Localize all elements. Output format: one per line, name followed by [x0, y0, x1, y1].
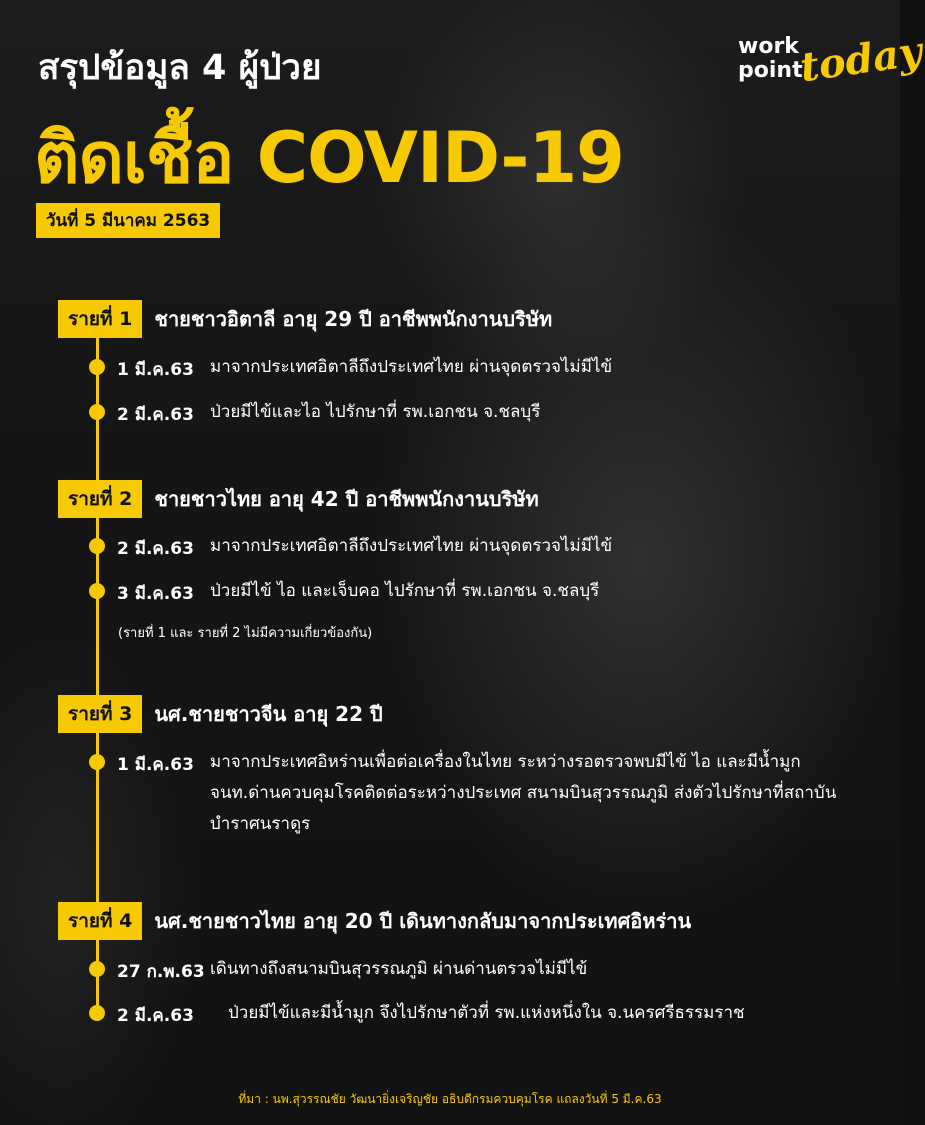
timeline-dot — [89, 404, 105, 420]
logo-word-point: point — [738, 58, 803, 83]
source-credit: ที่มา : นพ.สุวรรณชัย วัฒนายิ่งเจริญชัย อธิบดีกรมควบคุมโรค แถลงวันที่ 5 มี.ค.63 — [238, 1092, 662, 1106]
timeline-dot — [89, 1005, 105, 1021]
case-1-event-1-text: มาจากประเทศอิตาลีถึงประเทศไทย ผ่านจุดตรวจไม่มีไข้ — [210, 357, 613, 377]
case-3-header — [58, 695, 383, 733]
case-3-title: นศ.ชายชาวจีน อายุ 22 ปี — [154, 702, 383, 726]
case-2-header — [58, 480, 539, 518]
logo-word-today: today — [797, 27, 925, 92]
case-4-event-1-date: 27 ก.พ.63 — [117, 962, 205, 982]
timeline-dot — [89, 538, 105, 554]
timeline-dot — [89, 754, 105, 770]
case-1-event-2-text: ป่วยมีไข้และไอ ไปรักษาที่ รพ.เอกชน จ.ชลบุรี — [210, 402, 541, 422]
case-2-event-2-text: ป่วยมีไข้ ไอ และเจ็บคอ ไปรักษาที่ รพ.เอกชน จ.ชลบุรี — [210, 581, 600, 601]
title-line-1: สรุปข้อมูล 4 ผู้ป่วย — [38, 48, 322, 88]
case-1-title: ชายชาวอิตาลี อายุ 29 ปี อาชีพพนักงานบริษัท — [154, 307, 553, 331]
title-line-2: ติดเชื้อ COVID-19 — [34, 117, 624, 199]
timeline-dot — [89, 961, 105, 977]
case-3-badge: รายที่ 3 — [58, 695, 142, 733]
case-3-event-1-date: 1 มี.ค.63 — [117, 755, 194, 775]
case-4-event-2-date: 2 มี.ค.63 — [117, 1006, 194, 1026]
case-1-event-1-date: 1 มี.ค.63 — [117, 360, 194, 380]
case-2-event-1-text: มาจากประเทศอิตาลีถึงประเทศไทย ผ่านจุดตรวจไม่มีไข้ — [210, 536, 613, 556]
case-1-header — [58, 300, 552, 338]
timeline-dot — [89, 583, 105, 599]
case-1-badge: รายที่ 1 — [58, 300, 142, 338]
case-2-badge: รายที่ 2 — [58, 480, 142, 518]
case-4-event-2-text: ป่วยมีไข้และมีน้ำมูก จึงไปรักษาตัวที่ รพ.แห่งหนึ่งใน จ.นครศรีธรรมราช — [228, 1003, 745, 1023]
case-3-event-1-text: มาจากประเทศอิหร่านเพื่อต่อเครื่องในไทย ระหว่างรอตรวจพบมีไข้ ไอ และมีน้ำมูก จนท.ด่านควบคุมโรคติดต่อระหว่างประเทศ สนามบินสุวรรณภูมิ ส่งตัวไปรักษาที่สถาบันบำราศนราดูร — [210, 752, 837, 834]
case-2-event-2-date: 3 มี.ค.63 — [117, 584, 194, 604]
date-badge: วันที่ 5 มีนาคม 2563 — [36, 203, 220, 238]
case-4-title: นศ.ชายชาวไทย อายุ 20 ปี เดินทางกลับมาจากประเทศอิหร่าน — [154, 909, 692, 933]
case-2-event-1-date: 2 มี.ค.63 — [117, 539, 194, 559]
timeline-dot — [89, 359, 105, 375]
case-2-title: ชายชาวไทย อายุ 42 ปี อาชีพพนักงานบริษัท — [154, 487, 539, 511]
case-1-2-note: (รายที่ 1 และ รายที่ 2 ไม่มีความเกี่ยวข้องกัน) — [118, 626, 373, 641]
case-4-badge: รายที่ 4 — [58, 902, 142, 940]
case-1-event-2-date: 2 มี.ค.63 — [117, 405, 194, 425]
case-4-event-1-text: เดินทางถึงสนามบินสุวรรณภูมิ ผ่านด่านตรวจไม่มีไข้ — [210, 959, 588, 979]
workpoint-today-logo — [738, 27, 925, 96]
case-4-header — [58, 902, 691, 940]
logo-word-work: work — [738, 34, 799, 59]
